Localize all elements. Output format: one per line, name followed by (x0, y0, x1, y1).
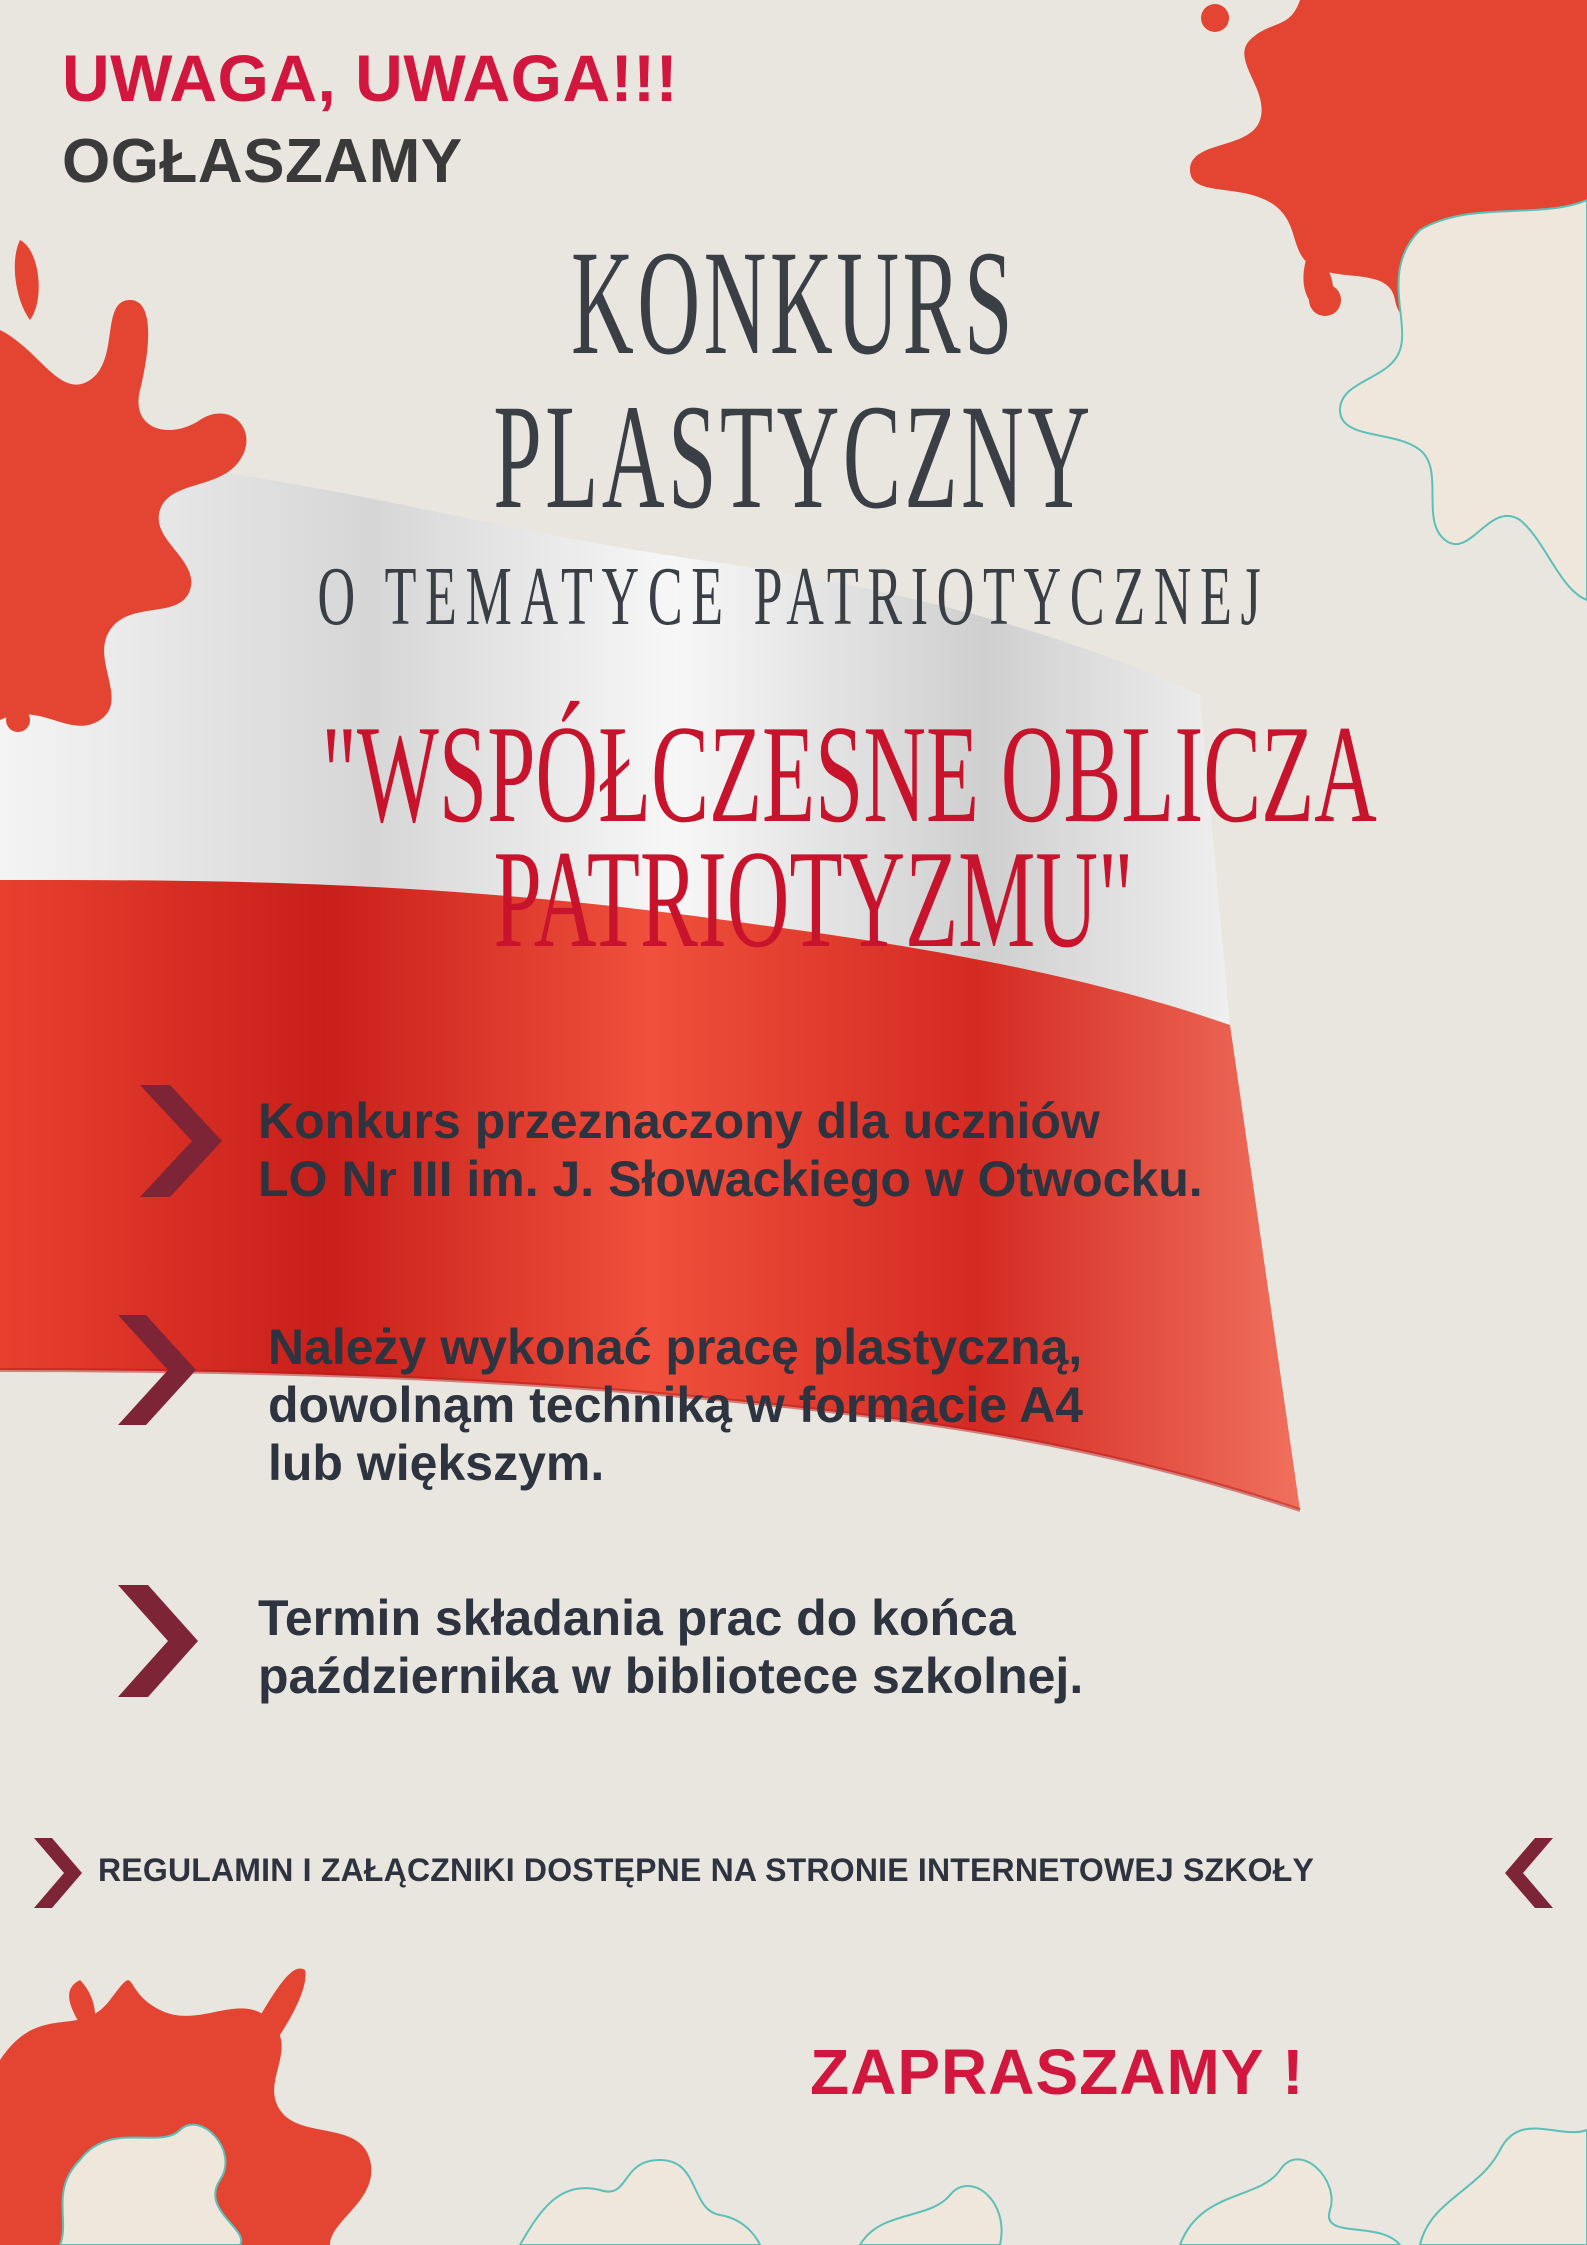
invitation-text: ZAPRASZAMY ! (810, 2036, 1305, 2108)
bullet-line: Należy wykonać pracę plastyczną, (268, 1319, 1083, 1375)
bullet-deadline (258, 1589, 1083, 1705)
theme-line-2: PATRIOTYZMU" (493, 822, 1134, 977)
title-line-2: PLASTYCZNY (493, 374, 1094, 540)
bullet-line: października w bibliotece szkolnej. (258, 1648, 1084, 1704)
bullet-line: LO Nr III im. J. Słowackiego w Otwocku. (258, 1151, 1203, 1207)
title-subtitle: O TEMATYCE PATRIOTYCZNEJ (317, 550, 1270, 643)
chevron-right-icon (34, 1838, 82, 1908)
bullet-line: lub większym. (268, 1435, 605, 1491)
announce-heading: OGŁASZAMY (62, 127, 463, 196)
chevron-right-icon (118, 1315, 196, 1425)
chevron-right-icon (140, 1085, 222, 1197)
bullet-requirements (268, 1318, 1083, 1492)
rules-note: REGULAMIN I ZAŁĄCZNIKI DOSTĘPNE NA STRONIE INTERNETOWEJ SZKOŁY (98, 1852, 1314, 1888)
bullet-eligibility (258, 1092, 1203, 1208)
bullet-line: Konkurs przeznaczony dla uczniów (258, 1093, 1100, 1149)
bullet-line: Termin składania prac do końca (258, 1590, 1016, 1646)
chevron-right-icon (118, 1585, 198, 1697)
theme-line-1: "WSPÓŁCZESNE OBLICZA (321, 697, 1377, 852)
bullet-line: dowolnąm techniką w formacie A4 (268, 1377, 1084, 1433)
chevron-left-icon (1505, 1838, 1553, 1908)
title-line-1: KONKURS (571, 220, 1016, 386)
alert-heading: UWAGA, UWAGA!!! (62, 41, 679, 115)
